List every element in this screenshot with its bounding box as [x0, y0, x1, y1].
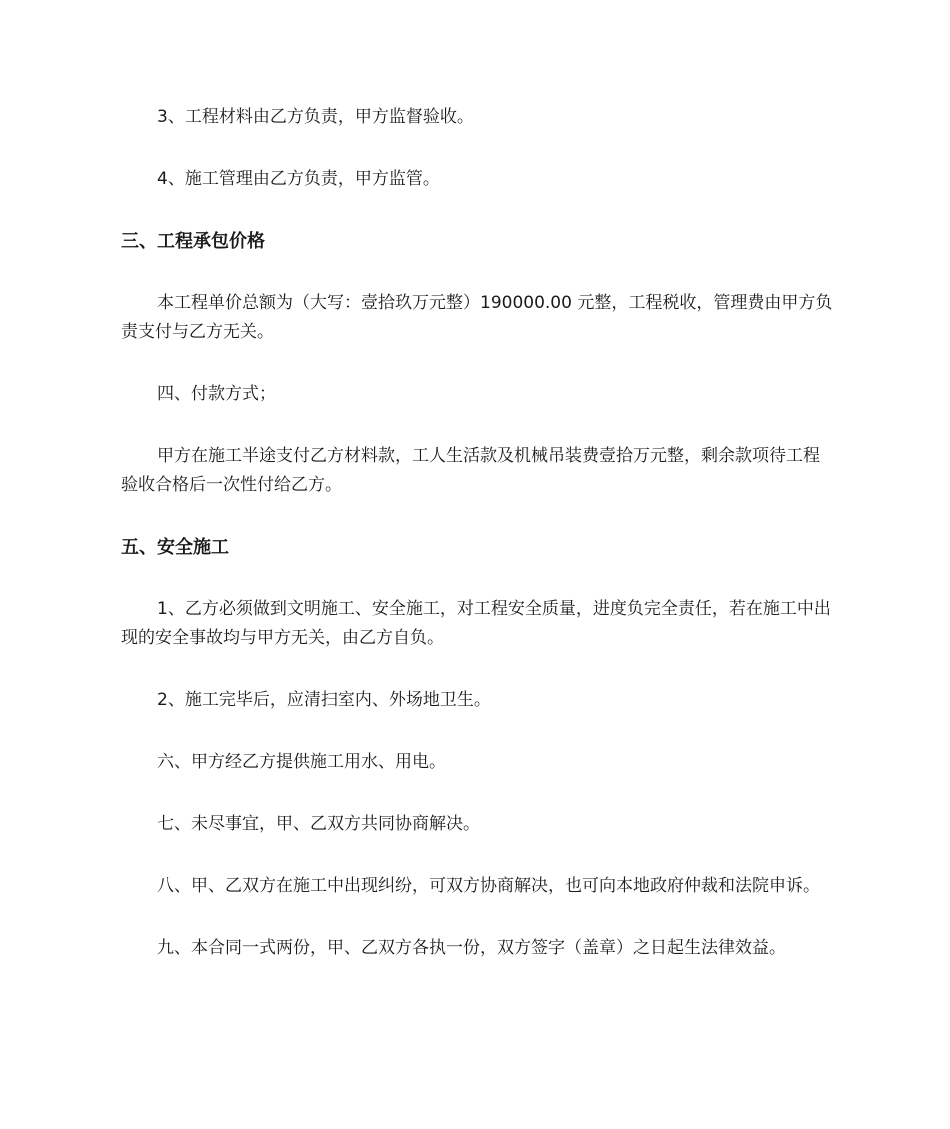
- document-body: [121, 103, 833, 996]
- clause-4-management: 4、施工管理由乙方负责，甲方监管。: [157, 169, 440, 189]
- clause-3-materials: 3、工程材料由乙方负责，甲方监督验收。: [157, 107, 474, 127]
- section-heading-safety: 五、安全施工: [121, 537, 229, 558]
- safety-clause-1: 1、乙方必须做到文明施工、安全施工，对工程安全质量，进度负完全责任，若在施工中出现的安全事故均与甲方无关，由乙方自负。: [121, 599, 831, 648]
- section-copies: 九、本合同一式两份，甲、乙双方各执一份，双方签字（盖章）之日起生法律效益。: [157, 938, 786, 958]
- price-paragraph: 本工程单价总额为（大写：壹拾玖万元整）190000.00 元整，工程税收，管理费由甲方负责支付与乙方无关。: [121, 293, 833, 342]
- section-payment-method: 四、付款方式；: [157, 384, 276, 404]
- section-heading-contract-price: 三、工程承包价格: [121, 231, 265, 252]
- section-water-power: 六、甲方经乙方提供施工用水、用电。: [157, 752, 446, 772]
- safety-clause-2: 2、施工完毕后，应清扫室内、外场地卫生。: [157, 690, 491, 710]
- section-disputes: 八、甲、乙双方在施工中出现纠纷，可双方协商解决，也可向本地政府仲裁和法院申诉。: [157, 876, 820, 896]
- section-unresolved-matters: 七、未尽事宜，甲、乙双方共同协商解决。: [157, 814, 480, 834]
- payment-paragraph: 甲方在施工半途支付乙方材料款，工人生活款及机械吊装费壹拾万元整，剩余款项待工程验收合格后一次性付给乙方。: [121, 446, 820, 495]
